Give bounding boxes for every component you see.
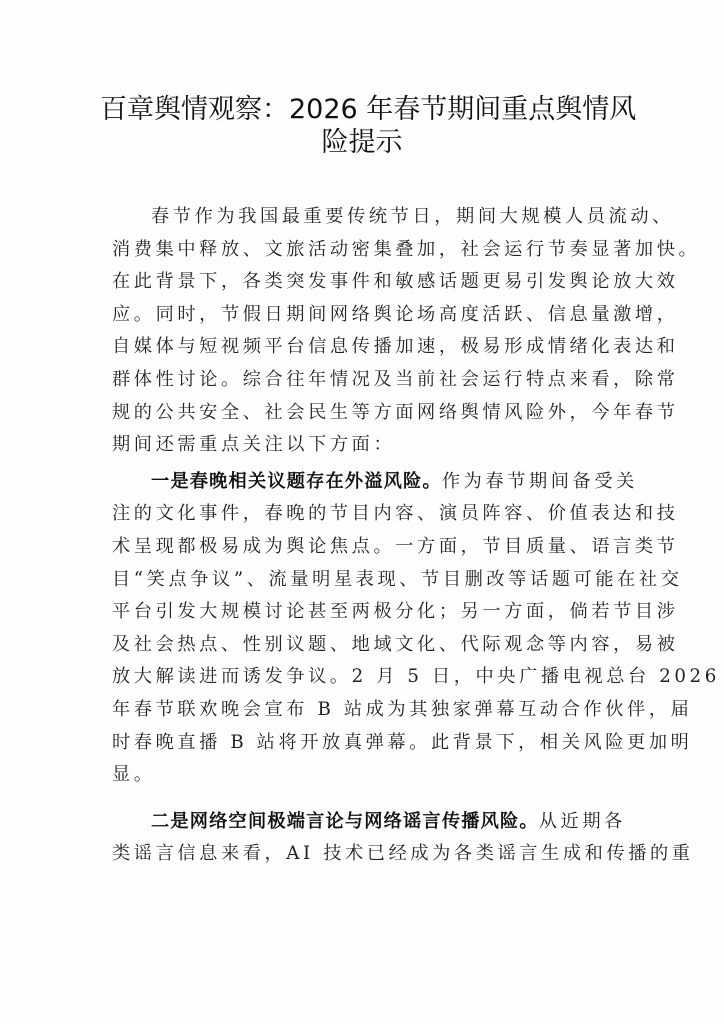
section-1-line: 及社会热点、性别议题、地域文化、代际观念等内容，易被	[112, 633, 679, 655]
document-title	[100, 92, 637, 158]
section-1-line: 术呈现都极易成为舆论焦点。一方面，节目质量、语言类节	[112, 535, 679, 557]
intro-line: 群体性讨论。综合往年情况及当前社会运行特点来看，除常	[112, 368, 679, 390]
section-2-first-line	[112, 806, 626, 839]
section-2-first-line-text: 从近期各	[538, 810, 626, 832]
section-1-heading: 一是春晚相关议题存在外溢风险。	[151, 470, 442, 492]
section-1-first-line	[112, 466, 638, 499]
intro-line: 春节作为我国最重要传统节日，期间大规模人员流动、	[151, 206, 674, 227]
intro-line: 自媒体与短视频平台信息传播加速，极易形成情绪化表达和	[112, 336, 679, 358]
title-line-2: 险提示	[321, 126, 403, 158]
section-1-line: 时春晚直播 B 站将开放真弹幕。此背景下，相关风险更加明	[112, 731, 693, 753]
section-1-line: 注的文化事件，春晚的节目内容、演员阵容、价值表达和技	[112, 503, 679, 525]
intro-line: 规的公共安全、社会民生等方面网络舆情风险外，今年春节	[112, 401, 679, 423]
section-1-line: 平台引发大规模讨论甚至两极分化；另一方面，倘若节目涉	[112, 601, 679, 623]
document-body	[112, 201, 720, 871]
section-1-first-line-text: 作为春节期间备受关	[441, 470, 638, 492]
intro-line: 消费集中释放、文旅活动密集叠加，社会运行节奏显著加快。	[112, 238, 701, 260]
section-2-paragraph	[112, 806, 694, 871]
title-line-1: 百章舆情观察：2026 年春节期间重点舆情风	[100, 94, 637, 125]
intro-paragraph	[112, 201, 701, 462]
section-1-line: 目“笑点争议”、流量明星表现、节目删改等话题可能在社交	[112, 568, 683, 590]
section-1-line: 放大解读进而诱发争议。2 月 5 日，中央广播电视总台 2026	[112, 666, 720, 688]
section-2-heading: 二是网络空间极端言论与网络谣言传播风险。	[151, 810, 539, 832]
intro-line: 期间还需重点关注以下方面：	[112, 434, 396, 456]
section-1-line: 显。	[112, 764, 156, 786]
paragraph-gap	[112, 792, 618, 806]
section-1-paragraph	[112, 466, 720, 792]
intro-line: 应。同时，节假日期间网络舆论场高度活跃、信息量激增，	[112, 303, 679, 325]
section-2-line: 类谣言信息来看，AI 技术已经成为各类谣言生成和传播的重	[112, 843, 694, 865]
intro-line: 在此背景下，各类突发事件和敏感话题更易引发舆论放大效	[112, 271, 679, 293]
section-1-line: 年春节联欢晚会宣布 B 站成为其独家弹幕互动合作伙伴，届	[112, 698, 693, 720]
